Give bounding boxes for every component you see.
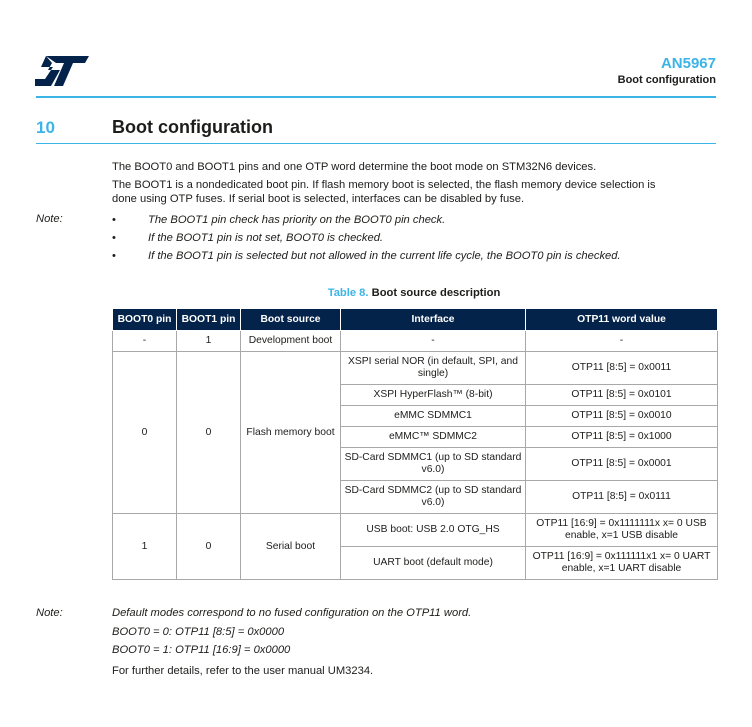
column-header: BOOT1 pin — [177, 309, 241, 331]
table-cell: OTP11 [8:5] = 0x0010 — [526, 406, 718, 427]
table-cell: Flash memory boot — [241, 352, 341, 514]
table-cell: 0 — [177, 514, 241, 580]
note-text: BOOT0 = 1: OTP11 [16:9] = 0x0000 — [112, 644, 291, 656]
table-cell: UART boot (default mode) — [341, 547, 526, 580]
table-cell: eMMC™ SDMMC2 — [341, 427, 526, 448]
table-cell: OTP11 [8:5] = 0x0001 — [526, 448, 718, 481]
note-label: Note: — [36, 607, 63, 619]
column-header: Interface — [341, 309, 526, 331]
table-cell: Serial boot — [241, 514, 341, 580]
table-cell: OTP11 [16:9] = 0x1111111x x= 0 USB enable, x=1 USB disable — [526, 514, 718, 547]
column-header: OTP11 word value — [526, 309, 718, 331]
note-label: Note: — [36, 213, 63, 225]
st-logo — [35, 56, 89, 86]
section-title: Boot configuration — [112, 117, 273, 137]
boot-source-table — [112, 308, 718, 580]
table-cell: XSPI HyperFlash™ (8-bit) — [341, 385, 526, 406]
table-cell: - — [341, 331, 526, 352]
bullet-icon: • — [112, 250, 116, 262]
table-cell: SD-Card SDMMC2 (up to SD standard v6.0) — [341, 481, 526, 514]
table-caption-text: Boot source description — [371, 287, 501, 299]
table-cell: 1 — [177, 331, 241, 352]
bullet-icon: • — [112, 214, 116, 226]
column-header: Boot source — [241, 309, 341, 331]
note-bullet-text: If the BOOT1 pin is not set, BOOT0 is checked. — [148, 232, 384, 244]
section-divider — [36, 143, 716, 144]
table-cell: USB boot: USB 2.0 OTG_HS — [341, 514, 526, 547]
column-header: BOOT0 pin — [113, 309, 177, 331]
table-caption-number: Table 8. — [327, 287, 369, 299]
section-number: 10 — [36, 118, 55, 137]
running-title: Boot configuration — [617, 74, 716, 86]
header-divider — [36, 96, 716, 98]
table-cell: OTP11 [8:5] = 0x0111 — [526, 481, 718, 514]
note-bullet-text: If the BOOT1 pin is selected but not allowed in the current life cycle, the BOOT0 pin is checked. — [148, 250, 621, 262]
table-cell: eMMC SDMMC1 — [341, 406, 526, 427]
reference-text: For further details, refer to the user manual UM3234. — [112, 665, 374, 677]
intro-paragraph-2-line-1: The BOOT1 is a nondedicated boot pin. If flash memory boot is selected, the flash memory device selection is — [112, 179, 656, 191]
table-cell: OTP11 [16:9] = 0x111111x1 x= 0 UART enable, x=1 UART disable — [526, 547, 718, 580]
table-cell: SD-Card SDMMC1 (up to SD standard v6.0) — [341, 448, 526, 481]
note-bullet-text: The BOOT1 pin check has priority on the BOOT0 pin check. — [148, 214, 446, 226]
table-header-row — [113, 309, 718, 331]
document-id: AN5967 — [660, 55, 716, 72]
table-cell: Development boot — [241, 331, 341, 352]
note-text: Default modes correspond to no fused configuration on the OTP11 word. — [112, 607, 472, 619]
table-cell: OTP11 [8:5] = 0x0011 — [526, 352, 718, 385]
table-caption — [112, 287, 716, 299]
table-cell: - — [526, 331, 718, 352]
table-cell: OTP11 [8:5] = 0x0101 — [526, 385, 718, 406]
table-cell: OTP11 [8:5] = 0x1000 — [526, 427, 718, 448]
table-row — [113, 514, 718, 547]
table-cell: 0 — [177, 352, 241, 514]
table-row — [113, 331, 718, 352]
bullet-icon: • — [112, 232, 116, 244]
table-row — [113, 352, 718, 385]
note-text: BOOT0 = 0: OTP11 [8:5] = 0x0000 — [112, 626, 285, 638]
table-cell: - — [113, 331, 177, 352]
intro-paragraph-2-line-2: done using OTP fuses. If serial boot is selected, interfaces can be disabled by fuse. — [112, 193, 525, 205]
table-cell: 0 — [113, 352, 177, 514]
table-cell: 1 — [113, 514, 177, 580]
table-cell: XSPI serial NOR (in default, SPI, and single) — [341, 352, 526, 385]
intro-paragraph-1: The BOOT0 and BOOT1 pins and one OTP word determine the boot mode on STM32N6 devices. — [112, 161, 597, 173]
